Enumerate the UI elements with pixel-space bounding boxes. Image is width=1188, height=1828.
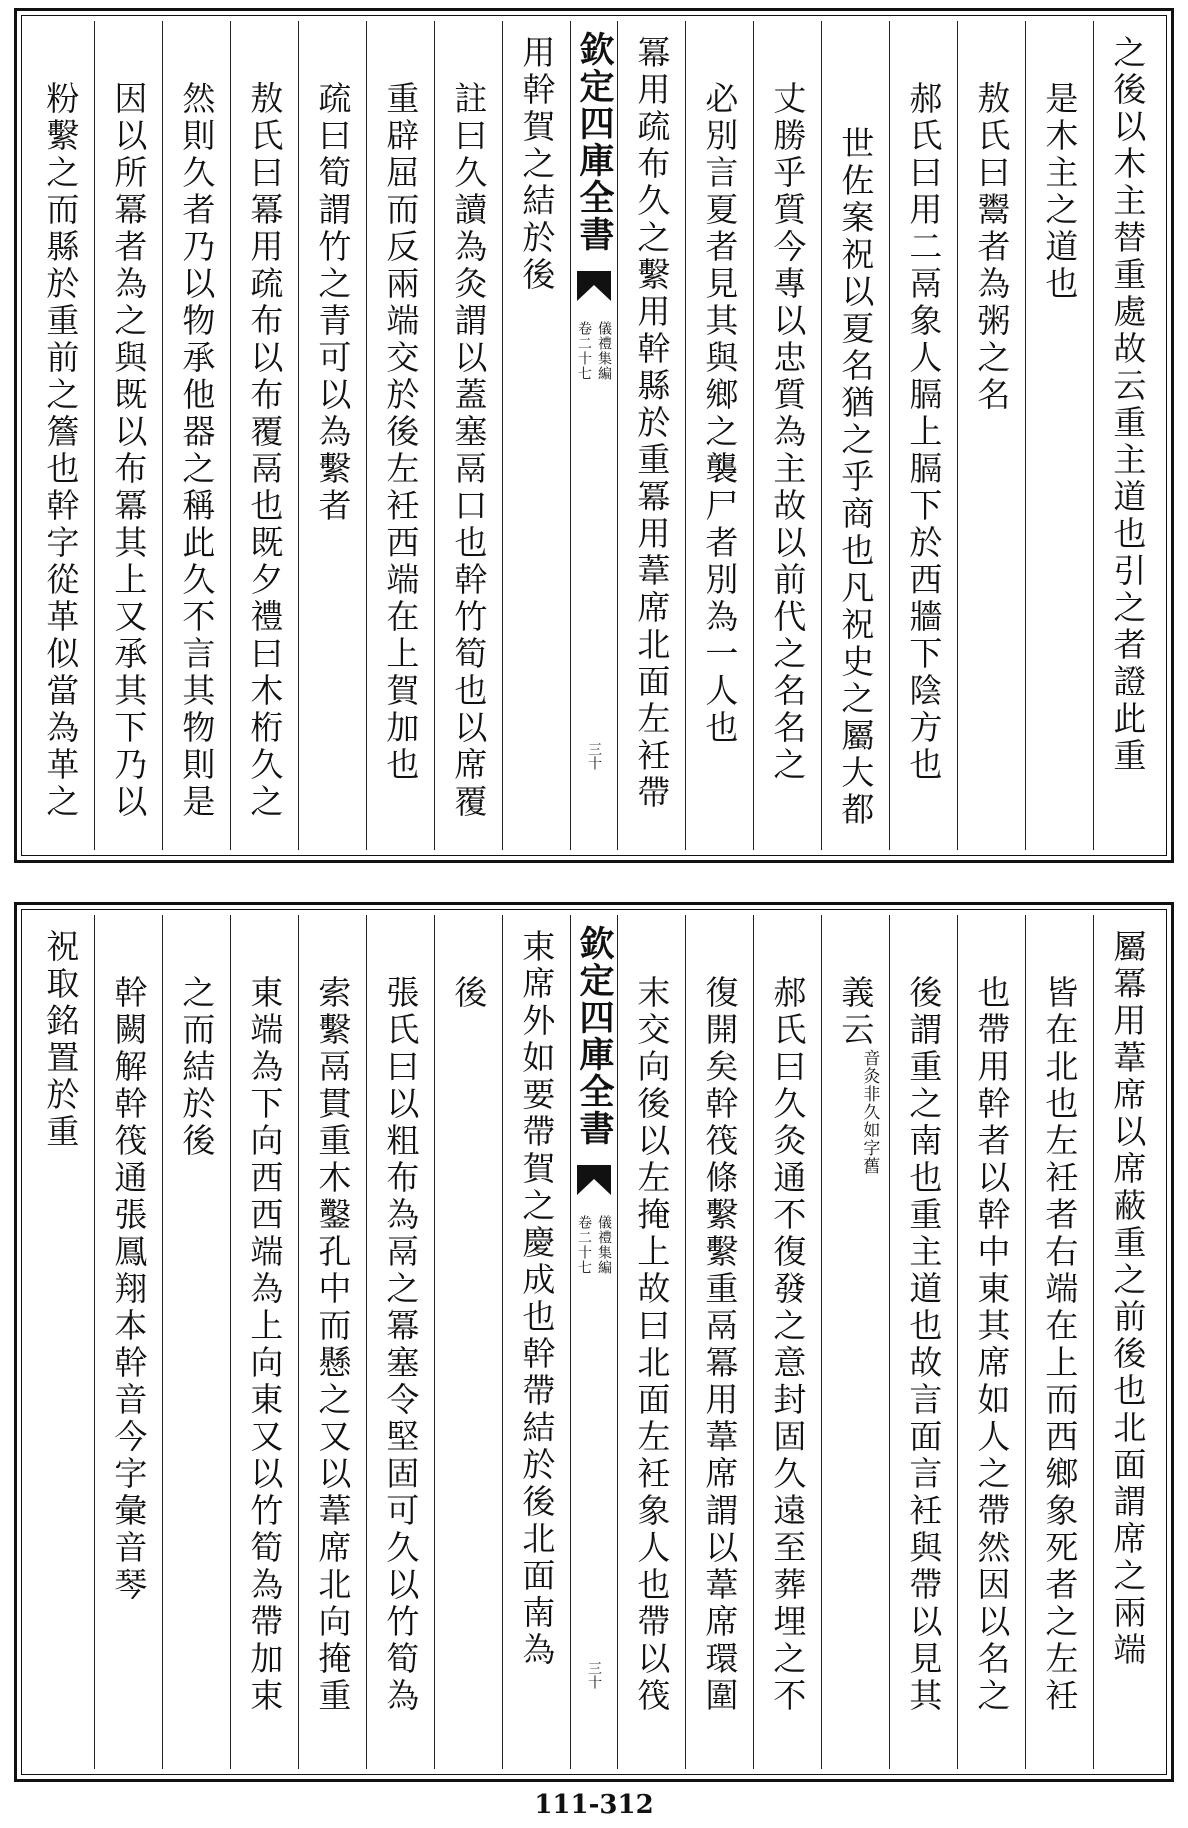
interlinear-note <box>859 1049 879 1175</box>
column-text: 祝取銘置於重 <box>41 929 81 1151</box>
column-text: 丈勝乎質今專以忠質為主故以前代之名名之 <box>768 81 808 784</box>
text-column <box>753 915 821 1769</box>
book-series-title: 欽定四庫全書 <box>574 31 615 253</box>
column-text: 敖氏曰冪用疏布以布覆鬲也既夕禮曰木桁久之 <box>245 81 285 821</box>
volume-number: 卷二十七 <box>576 1215 592 1275</box>
text-column <box>298 915 366 1769</box>
text-column <box>889 915 957 1769</box>
top-columns <box>27 21 1161 850</box>
text-column <box>957 21 1025 850</box>
column-text: 後謂重之南也重主道也故言面言衽與帶以見其 <box>904 975 944 1715</box>
gutter-meta <box>574 321 614 381</box>
column-text: 用幹賀之結於後 <box>517 35 557 294</box>
column-text: 冪用疏布久之繫用幹縣於重冪用葦席北面左衽帶 <box>632 35 672 812</box>
note-line: 音灸非 <box>859 1049 880 1103</box>
note-line: 久如字舊 <box>859 1103 880 1175</box>
text-column <box>1025 21 1093 850</box>
fish-tail-mark-icon <box>577 271 611 301</box>
text-column <box>821 915 889 1769</box>
column-text: 然則久者乃以物承他器之稱此久不言其物則是 <box>177 81 217 821</box>
text-column <box>298 21 366 850</box>
center-gutter <box>570 21 617 850</box>
bottom-page-panel <box>14 902 1174 1782</box>
text-column <box>502 915 570 1769</box>
text-column <box>162 21 230 850</box>
column-text: 索繫鬲貫重木鑿孔中而懸之又以葦席北向掩重 <box>313 975 353 1715</box>
column-text: 之而結於後 <box>177 975 217 1160</box>
page-number: 111-312 <box>534 1790 654 1820</box>
column-text: 註曰久讀為灸謂以蓋塞鬲口也幹竹筍也以席覆 <box>449 81 489 821</box>
text-column <box>685 915 753 1769</box>
column-text: 皆在北也左衽者右端在上而西鄉象死者之左衽 <box>1040 975 1080 1715</box>
text-column <box>162 915 230 1769</box>
text-column <box>1093 915 1161 1769</box>
center-gutter <box>570 915 617 1769</box>
column-text: 復開矣幹筏條繫繫重鬲冪用葦席謂以葦席環圍 <box>700 975 740 1715</box>
column-text: 束席外如要帶賀之慶成也幹帶結於後北面南為 <box>517 929 557 1669</box>
column-text: 幹闕解幹筏通張鳳翔本幹音今字彙音琴 <box>109 975 149 1604</box>
book-series-title: 欽定四庫全書 <box>574 925 615 1147</box>
text-column <box>230 21 298 850</box>
column-text: 之後以木主替重處故云重主道也引之者證此重 <box>1108 35 1148 775</box>
text-column <box>366 915 434 1769</box>
column-text: 粉繫之而縣於重前之簷也幹字從革似當為革之 <box>41 81 81 821</box>
text-column <box>230 915 298 1769</box>
text-column <box>27 915 94 1769</box>
column-text: 後 <box>449 975 489 1012</box>
text-column <box>27 21 94 850</box>
fish-tail-mark-icon <box>577 1165 611 1195</box>
text-column <box>434 21 502 850</box>
text-column <box>889 21 957 850</box>
column-text: 郝氏曰久灸通不復發之意封固久遠至葬埋之不 <box>768 975 808 1715</box>
text-column <box>1093 21 1161 850</box>
text-column <box>502 21 570 850</box>
leaf-number: 三十 <box>586 742 602 770</box>
column-text: 世佐案祝以夏名猶之乎商也凡祝史之屬大都 <box>836 126 876 829</box>
leaf-number: 三十 <box>586 1661 602 1689</box>
column-text: 郝氏曰用二鬲象人膈上膈下於西牆下陰方也 <box>904 81 944 784</box>
column-text: 敖氏曰鬻者為粥之名 <box>972 81 1012 414</box>
text-column <box>617 915 685 1769</box>
text-column <box>821 21 889 850</box>
column-text: 重辟屈而反兩端交於後左衽西端在上賀加也 <box>381 81 421 784</box>
text-column <box>94 21 162 850</box>
column-text <box>832 975 880 1175</box>
text-column <box>617 21 685 850</box>
volume-number: 卷二十七 <box>576 321 592 381</box>
column-text: 張氏曰以粗布為鬲之冪塞令堅固可久以竹筍為 <box>381 975 421 1715</box>
text-column <box>366 21 434 850</box>
column-text: 是木主之道也 <box>1040 81 1080 303</box>
bottom-columns <box>27 915 1161 1769</box>
gutter-meta <box>574 1215 614 1275</box>
column-text: 疏曰筍謂竹之青可以為繫者 <box>313 81 353 525</box>
text-column <box>94 915 162 1769</box>
text-column <box>1025 915 1093 1769</box>
column-text: 也帶用幹者以幹中東其席如人之帶然因以名之 <box>972 975 1012 1715</box>
text-column <box>957 915 1025 1769</box>
book-name: 儀禮集編 <box>596 321 612 381</box>
top-page-panel <box>14 8 1174 863</box>
main-text: 義云 <box>836 975 876 1049</box>
column-text: 屬冪用葦席以席蔽重之前後也北面謂席之兩端 <box>1108 929 1148 1669</box>
column-text: 末交向後以左掩上故曰北面左衽象人也帶以筏 <box>632 975 672 1715</box>
book-name: 儀禮集編 <box>596 1215 612 1275</box>
text-column <box>434 915 502 1769</box>
text-column <box>753 21 821 850</box>
text-column <box>685 21 753 850</box>
column-text: 必別言夏者見其與鄉之襲尸者別為一人也 <box>700 81 740 747</box>
column-text: 因以所冪者為之與既以布冪其上又承其下乃以 <box>109 81 149 821</box>
column-text: 東端為下向西西端為上向東又以竹筍為帶加束 <box>245 975 285 1715</box>
